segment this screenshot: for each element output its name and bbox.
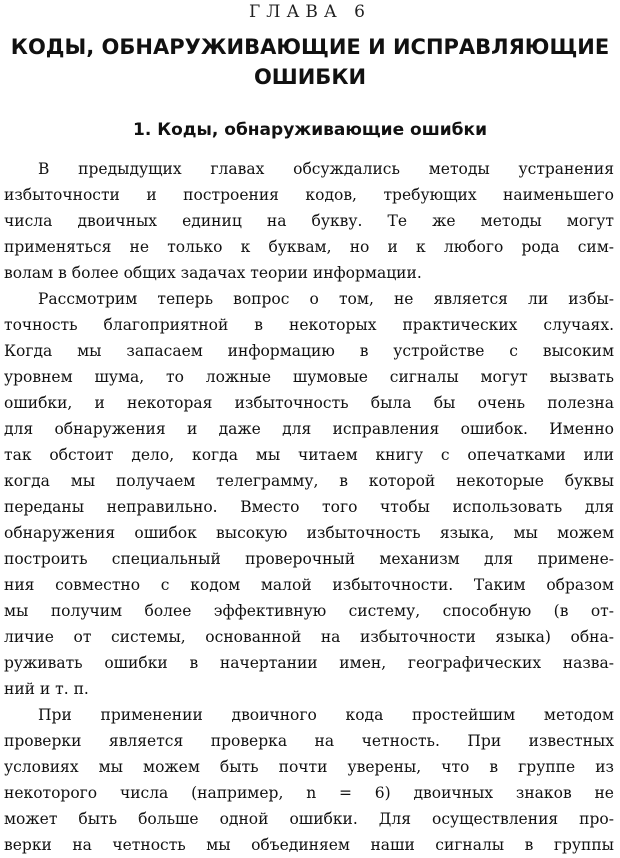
text-line: При применении двоичного кода простейшим методом — [38, 706, 614, 724]
text-line: может быть больше одной ошибки. Для осуществления про- — [4, 810, 614, 828]
text-line: для обнаружения и даже для исправления ошибок. Именно — [4, 420, 614, 438]
text-line: волам в более общих задачах теории информации. — [4, 264, 422, 282]
text-line: уровнем шума, то ложные шумовые сигналы могут вызвать — [4, 368, 614, 386]
text-line: обнаружения ошибок высокую избыточность языка, мы можем — [4, 524, 614, 542]
section-heading: 1. Коды, обнаруживающие ошибки — [133, 120, 487, 140]
body-text — [4, 156, 614, 858]
text-line: мы получим более эффективную систему, способную (в от- — [4, 602, 614, 620]
text-line: числа двоичных единиц на букву. Те же методы могут — [4, 212, 614, 230]
text-line: верки на четность мы объединяем наши сигналы в группы — [4, 836, 614, 854]
text-line: Рассмотрим теперь вопрос о том, не является ли избы- — [38, 290, 614, 308]
chapter-heading: ГЛАВА 6 — [249, 2, 371, 22]
text-line: Когда мы запасаем информацию в устройстве с высоким — [4, 342, 614, 360]
text-line: проверки является проверка на четность. При известных — [4, 732, 614, 750]
text-line: точность благоприятной в некоторых практических случаях. — [4, 316, 614, 334]
text-line: В предыдущих главах обсуждались методы устранения — [38, 160, 614, 178]
chapter-title — [0, 32, 620, 92]
text-line: руживать ошибки в начертании имен, географических назва- — [4, 654, 614, 672]
text-line: когда мы получаем телеграмму, в которой некоторые буквы — [4, 472, 614, 490]
text-line: построить специальный проверочный механизм для примене- — [4, 550, 614, 568]
chapter-title-line: ОШИБКИ — [253, 65, 367, 89]
text-line: переданы неправильно. Вместо того чтобы использовать для — [4, 498, 614, 516]
text-line: применяться не только к буквам, но и к любого рода сим- — [4, 238, 614, 256]
text-line: некоторого числа (например, n = 6) двоичных знаков не — [4, 784, 614, 802]
text-line: условиях мы можем быть почти уверены, что в группе из — [4, 758, 614, 776]
text-line: так обстоит дело, когда мы читаем книгу с опечатками или — [4, 446, 614, 464]
text-line: личие от системы, основанной на избыточности языка) обна- — [4, 628, 614, 646]
text-line: ний и т. п. — [4, 680, 89, 698]
text-line: ния совместно с кодом малой избыточности. Таким образом — [4, 576, 614, 594]
text-line: избыточности и построения кодов, требующих наименьшего — [4, 186, 614, 204]
chapter-title-line: КОДЫ, ОБНАРУЖИВАЮЩИЕ И ИСПРАВЛЯЮЩИЕ — [10, 35, 610, 59]
text-line: ошибки, и некоторая избыточность была бы очень полезна — [4, 394, 614, 412]
